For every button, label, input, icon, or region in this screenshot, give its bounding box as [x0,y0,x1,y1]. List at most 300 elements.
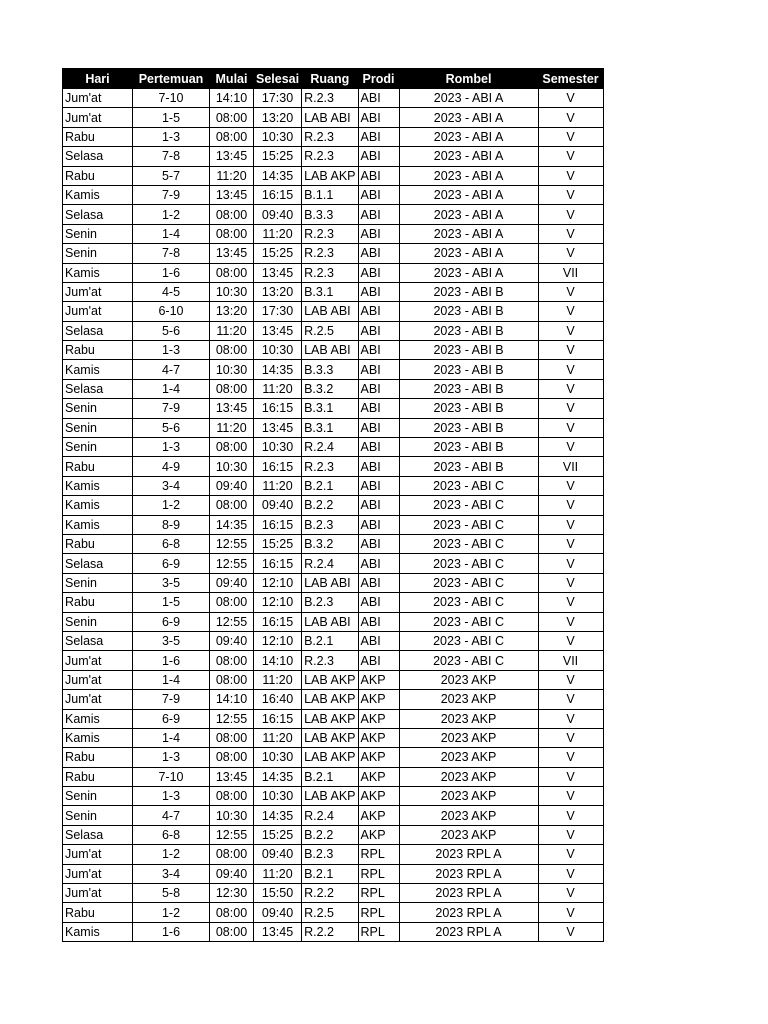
cell-selesai: 11:20 [254,379,302,398]
cell-selesai: 17:30 [254,302,302,321]
cell-selesai: 13:20 [254,108,302,127]
cell-hari: Jum'at [63,884,133,903]
cell-pertemuan: 6-8 [133,825,210,844]
table-row [63,612,604,631]
cell-selesai: 14:35 [254,806,302,825]
cell-pertemuan: 3-4 [133,864,210,883]
cell-ruang: R.2.3 [302,147,358,166]
cell-hari: Senin [63,418,133,437]
cell-mulai: 10:30 [210,806,254,825]
cell-hari: Jum'at [63,89,133,108]
cell-prodi: ABI [358,166,399,185]
cell-rombel: 2023 - ABI A [399,89,538,108]
cell-selesai: 16:15 [254,185,302,204]
cell-mulai: 13:45 [210,185,254,204]
cell-rombel: 2023 - ABI B [399,302,538,321]
cell-selesai: 17:30 [254,89,302,108]
cell-semester: V [538,922,603,941]
cell-mulai: 08:00 [210,438,254,457]
cell-ruang: LAB AKP [302,709,358,728]
cell-hari: Jum'at [63,670,133,689]
cell-mulai: 08:00 [210,127,254,146]
cell-pertemuan: 7-9 [133,690,210,709]
cell-pertemuan: 1-3 [133,787,210,806]
cell-pertemuan: 6-9 [133,709,210,728]
cell-rombel: 2023 - ABI C [399,593,538,612]
cell-hari: Kamis [63,185,133,204]
cell-ruang: B.2.1 [302,864,358,883]
cell-semester: V [538,185,603,204]
table-row [63,476,604,495]
cell-selesai: 10:30 [254,341,302,360]
cell-ruang: LAB ABI [302,612,358,631]
cell-semester: V [538,360,603,379]
cell-ruang: R.2.3 [302,651,358,670]
cell-selesai: 16:15 [254,554,302,573]
table-row [63,244,604,263]
cell-selesai: 13:45 [254,321,302,340]
cell-hari: Rabu [63,767,133,786]
table-row [63,263,604,282]
cell-prodi: ABI [358,593,399,612]
cell-ruang: LAB ABI [302,108,358,127]
cell-prodi: ABI [358,302,399,321]
cell-semester: V [538,709,603,728]
table-row [63,166,604,185]
table-row [63,709,604,728]
cell-pertemuan: 5-8 [133,884,210,903]
cell-ruang: R.2.3 [302,457,358,476]
cell-selesai: 11:20 [254,728,302,747]
cell-mulai: 09:40 [210,864,254,883]
cell-mulai: 13:20 [210,302,254,321]
cell-pertemuan: 1-3 [133,127,210,146]
cell-selesai: 10:30 [254,748,302,767]
table-row [63,515,604,534]
cell-prodi: ABI [358,282,399,301]
cell-rombel: 2023 - ABI C [399,554,538,573]
cell-pertemuan: 6-10 [133,302,210,321]
cell-ruang: LAB ABI [302,341,358,360]
cell-mulai: 13:45 [210,147,254,166]
table-row [63,438,604,457]
cell-rombel: 2023 - ABI B [399,399,538,418]
cell-ruang: R.2.3 [302,263,358,282]
table-row [63,457,604,476]
table-row [63,321,604,340]
cell-ruang: LAB AKP [302,787,358,806]
cell-prodi: ABI [358,321,399,340]
cell-pertemuan: 8-9 [133,515,210,534]
cell-pertemuan: 1-5 [133,108,210,127]
cell-ruang: R.2.3 [302,127,358,146]
cell-semester: V [538,864,603,883]
cell-ruang: LAB AKP [302,690,358,709]
cell-selesai: 14:10 [254,651,302,670]
cell-ruang: B.2.1 [302,767,358,786]
schedule-table [62,68,604,942]
cell-semester: V [538,884,603,903]
cell-hari: Kamis [63,263,133,282]
cell-pertemuan: 1-4 [133,224,210,243]
cell-mulai: 08:00 [210,108,254,127]
cell-prodi: AKP [358,728,399,747]
cell-selesai: 10:30 [254,787,302,806]
cell-pertemuan: 1-2 [133,845,210,864]
cell-hari: Kamis [63,360,133,379]
cell-ruang: B.2.3 [302,593,358,612]
cell-rombel: 2023 - ABI C [399,515,538,534]
cell-prodi: ABI [358,515,399,534]
cell-selesai: 14:35 [254,360,302,379]
cell-mulai: 12:55 [210,612,254,631]
cell-mulai: 11:20 [210,321,254,340]
cell-hari: Selasa [63,631,133,650]
cell-ruang: B.3.3 [302,360,358,379]
cell-semester: V [538,302,603,321]
cell-hari: Rabu [63,534,133,553]
cell-selesai: 09:40 [254,845,302,864]
cell-pertemuan: 3-4 [133,476,210,495]
cell-rombel: 2023 RPL A [399,922,538,941]
cell-hari: Selasa [63,379,133,398]
cell-semester: V [538,321,603,340]
cell-hari: Jum'at [63,845,133,864]
cell-ruang: B.1.1 [302,185,358,204]
cell-mulai: 08:00 [210,341,254,360]
cell-selesai: 11:20 [254,224,302,243]
cell-pertemuan: 1-4 [133,670,210,689]
cell-selesai: 11:20 [254,864,302,883]
cell-semester: V [538,399,603,418]
cell-ruang: B.3.1 [302,282,358,301]
cell-mulai: 14:35 [210,515,254,534]
cell-semester: V [538,534,603,553]
header-selesai: Selesai [254,69,302,89]
table-row [63,108,604,127]
cell-ruang: R.2.2 [302,922,358,941]
cell-hari: Senin [63,612,133,631]
cell-mulai: 12:55 [210,825,254,844]
cell-pertemuan: 7-8 [133,147,210,166]
cell-mulai: 12:55 [210,534,254,553]
table-row [63,787,604,806]
cell-mulai: 10:30 [210,360,254,379]
cell-mulai: 12:30 [210,884,254,903]
cell-ruang: LAB ABI [302,302,358,321]
cell-mulai: 10:30 [210,457,254,476]
cell-semester: V [538,476,603,495]
cell-semester: V [538,496,603,515]
cell-ruang: LAB AKP [302,166,358,185]
table-row [63,728,604,747]
cell-hari: Jum'at [63,651,133,670]
cell-pertemuan: 1-5 [133,593,210,612]
cell-mulai: 10:30 [210,282,254,301]
cell-mulai: 08:00 [210,845,254,864]
table-row [63,418,604,437]
table-row [63,224,604,243]
cell-ruang: B.2.1 [302,476,358,495]
cell-rombel: 2023 - ABI A [399,127,538,146]
cell-hari: Rabu [63,593,133,612]
cell-semester: V [538,806,603,825]
cell-pertemuan: 3-5 [133,631,210,650]
table-row [63,651,604,670]
cell-prodi: ABI [358,185,399,204]
table-row [63,825,604,844]
cell-ruang: B.2.2 [302,825,358,844]
cell-mulai: 08:00 [210,922,254,941]
cell-hari: Senin [63,244,133,263]
cell-rombel: 2023 - ABI C [399,651,538,670]
cell-prodi: ABI [358,127,399,146]
cell-selesai: 13:45 [254,263,302,282]
cell-semester: V [538,515,603,534]
cell-prodi: ABI [358,457,399,476]
table-row [63,593,604,612]
cell-prodi: RPL [358,845,399,864]
cell-mulai: 08:00 [210,787,254,806]
cell-semester: V [538,748,603,767]
cell-rombel: 2023 RPL A [399,903,538,922]
cell-prodi: RPL [358,864,399,883]
cell-ruang: R.2.3 [302,89,358,108]
cell-prodi: AKP [358,806,399,825]
cell-hari: Senin [63,806,133,825]
cell-rombel: 2023 - ABI A [399,244,538,263]
cell-pertemuan: 4-9 [133,457,210,476]
cell-selesai: 15:25 [254,244,302,263]
cell-ruang: R.2.4 [302,438,358,457]
cell-hari: Senin [63,438,133,457]
cell-rombel: 2023 - ABI A [399,147,538,166]
cell-ruang: LAB AKP [302,728,358,747]
cell-rombel: 2023 AKP [399,767,538,786]
cell-pertemuan: 4-7 [133,806,210,825]
cell-hari: Jum'at [63,282,133,301]
cell-prodi: RPL [358,922,399,941]
cell-prodi: ABI [358,108,399,127]
cell-pertemuan: 1-2 [133,903,210,922]
cell-mulai: 08:00 [210,651,254,670]
cell-semester: V [538,787,603,806]
header-hari: Hari [63,69,133,89]
header-mulai: Mulai [210,69,254,89]
cell-pertemuan: 1-6 [133,922,210,941]
cell-selesai: 15:25 [254,147,302,166]
cell-selesai: 13:20 [254,282,302,301]
table-row [63,922,604,941]
cell-hari: Selasa [63,321,133,340]
cell-mulai: 11:20 [210,166,254,185]
cell-mulai: 12:55 [210,709,254,728]
cell-semester: V [538,127,603,146]
cell-semester: V [538,825,603,844]
cell-selesai: 10:30 [254,127,302,146]
cell-pertemuan: 6-9 [133,554,210,573]
cell-hari: Kamis [63,515,133,534]
cell-semester: V [538,282,603,301]
cell-hari: Selasa [63,147,133,166]
cell-hari: Rabu [63,166,133,185]
cell-mulai: 08:00 [210,903,254,922]
cell-ruang: B.2.3 [302,515,358,534]
cell-selesai: 09:40 [254,496,302,515]
cell-prodi: ABI [358,554,399,573]
cell-mulai: 13:45 [210,399,254,418]
cell-ruang: B.2.1 [302,631,358,650]
cell-prodi: ABI [358,573,399,592]
cell-selesai: 15:50 [254,884,302,903]
cell-selesai: 11:20 [254,476,302,495]
cell-rombel: 2023 - ABI B [399,379,538,398]
cell-hari: Senin [63,573,133,592]
cell-prodi: ABI [358,263,399,282]
cell-prodi: ABI [358,496,399,515]
table-row [63,748,604,767]
cell-selesai: 10:30 [254,438,302,457]
cell-ruang: R.2.5 [302,321,358,340]
cell-semester: V [538,670,603,689]
cell-semester: VII [538,263,603,282]
table-row [63,147,604,166]
cell-prodi: AKP [358,825,399,844]
cell-ruang: LAB ABI [302,573,358,592]
cell-pertemuan: 7-8 [133,244,210,263]
cell-ruang: B.2.3 [302,845,358,864]
table-row [63,534,604,553]
cell-semester: V [538,379,603,398]
cell-prodi: ABI [358,418,399,437]
table-row [63,903,604,922]
cell-ruang: R.2.4 [302,554,358,573]
cell-selesai: 16:15 [254,515,302,534]
cell-hari: Rabu [63,341,133,360]
cell-prodi: ABI [358,612,399,631]
cell-semester: V [538,845,603,864]
cell-semester: V [538,612,603,631]
cell-rombel: 2023 - ABI A [399,205,538,224]
table-row [63,554,604,573]
cell-hari: Kamis [63,728,133,747]
table-row [63,845,604,864]
cell-rombel: 2023 - ABI A [399,263,538,282]
cell-ruang: B.3.3 [302,205,358,224]
cell-semester: V [538,224,603,243]
cell-rombel: 2023 - ABI A [399,185,538,204]
table-row [63,302,604,321]
cell-semester: VII [538,651,603,670]
cell-pertemuan: 1-3 [133,748,210,767]
cell-semester: V [538,244,603,263]
table-row [63,205,604,224]
cell-selesai: 12:10 [254,631,302,650]
cell-ruang: B.2.2 [302,496,358,515]
header-prodi: Prodi [358,69,399,89]
cell-mulai: 08:00 [210,728,254,747]
cell-semester: V [538,438,603,457]
cell-semester: V [538,593,603,612]
table-row [63,282,604,301]
cell-prodi: ABI [358,399,399,418]
cell-pertemuan: 4-5 [133,282,210,301]
cell-prodi: ABI [358,89,399,108]
cell-rombel: 2023 AKP [399,825,538,844]
table-row [63,185,604,204]
cell-pertemuan: 1-3 [133,438,210,457]
cell-mulai: 14:10 [210,89,254,108]
cell-rombel: 2023 RPL A [399,864,538,883]
cell-rombel: 2023 - ABI B [399,321,538,340]
cell-semester: V [538,166,603,185]
cell-mulai: 12:55 [210,554,254,573]
cell-pertemuan: 7-9 [133,185,210,204]
cell-pertemuan: 1-6 [133,263,210,282]
table-row [63,670,604,689]
cell-rombel: 2023 - ABI B [399,360,538,379]
cell-ruang: B.3.2 [302,379,358,398]
cell-prodi: AKP [358,767,399,786]
cell-selesai: 15:25 [254,825,302,844]
cell-selesai: 09:40 [254,205,302,224]
cell-hari: Rabu [63,127,133,146]
cell-prodi: ABI [358,379,399,398]
cell-pertemuan: 1-6 [133,651,210,670]
cell-rombel: 2023 - ABI B [399,457,538,476]
cell-prodi: AKP [358,748,399,767]
cell-pertemuan: 7-10 [133,767,210,786]
cell-selesai: 13:45 [254,922,302,941]
cell-rombel: 2023 - ABI B [399,282,538,301]
cell-mulai: 08:00 [210,205,254,224]
table-row [63,496,604,515]
table-row [63,341,604,360]
cell-selesai: 16:15 [254,709,302,728]
table-row [63,573,604,592]
cell-rombel: 2023 AKP [399,670,538,689]
cell-semester: VII [538,457,603,476]
cell-ruang: R.2.2 [302,884,358,903]
cell-semester: V [538,418,603,437]
cell-rombel: 2023 - ABI C [399,631,538,650]
cell-pertemuan: 4-7 [133,360,210,379]
cell-pertemuan: 1-4 [133,379,210,398]
header-row [63,69,604,89]
cell-pertemuan: 1-2 [133,496,210,515]
cell-ruang: R.2.5 [302,903,358,922]
cell-selesai: 09:40 [254,903,302,922]
table-row [63,884,604,903]
cell-rombel: 2023 AKP [399,806,538,825]
cell-selesai: 11:20 [254,670,302,689]
cell-prodi: ABI [358,147,399,166]
cell-hari: Senin [63,224,133,243]
cell-rombel: 2023 - ABI C [399,496,538,515]
cell-rombel: 2023 RPL A [399,884,538,903]
cell-hari: Jum'at [63,864,133,883]
cell-mulai: 08:00 [210,593,254,612]
cell-mulai: 08:00 [210,224,254,243]
cell-mulai: 09:40 [210,631,254,650]
cell-hari: Selasa [63,825,133,844]
cell-hari: Selasa [63,205,133,224]
table-row [63,767,604,786]
table-row [63,864,604,883]
cell-ruang: B.3.1 [302,418,358,437]
cell-semester: V [538,767,603,786]
cell-rombel: 2023 - ABI B [399,438,538,457]
